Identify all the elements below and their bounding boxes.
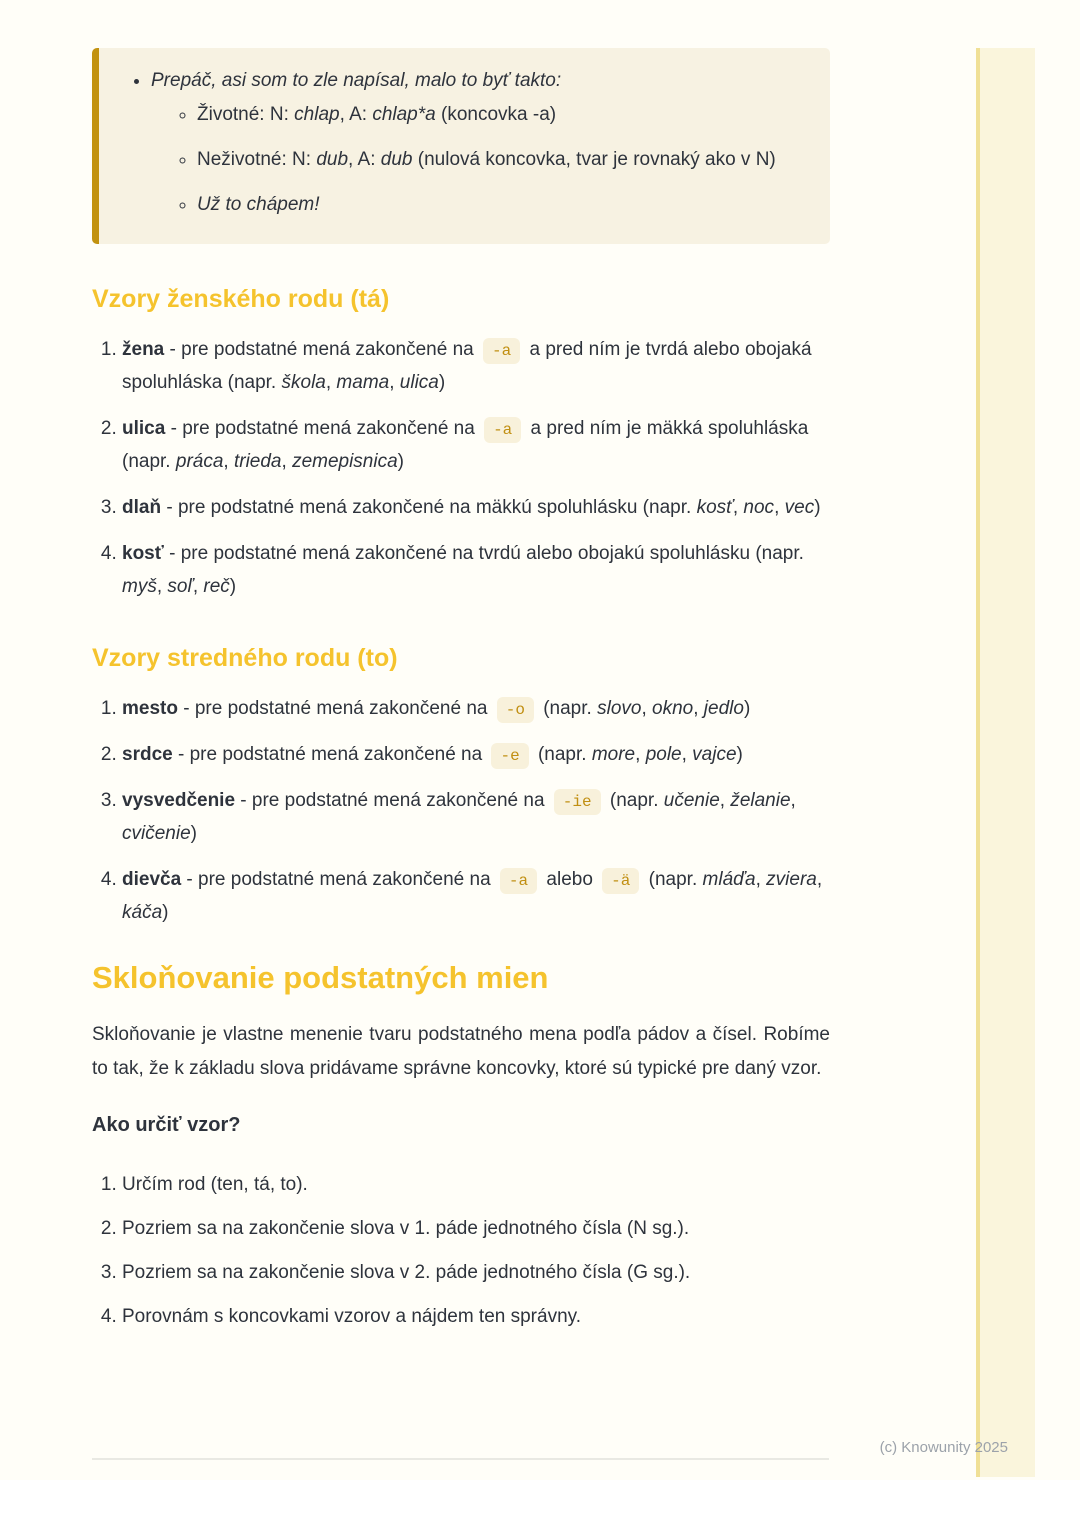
text-run: ,: [681, 744, 693, 765]
list-item: [122, 1300, 830, 1333]
italic-text: učenie: [663, 790, 720, 811]
list-item: [197, 143, 804, 177]
suffix-badge: -ie: [554, 789, 601, 815]
copyright-text: (c) Knowunity 2025: [879, 1439, 1008, 1456]
text-run: ,: [223, 451, 234, 472]
text-run: ,: [816, 869, 823, 890]
suffix-badge: -e: [491, 743, 528, 769]
text-run: ,: [325, 372, 337, 393]
text-run: , A:: [348, 149, 381, 170]
text-run: ): [438, 372, 446, 393]
italic-text: trieda: [233, 451, 282, 472]
italic-text: reč: [203, 576, 230, 597]
text-run: a pred ním je mäkká spoluhláska (napr.: [122, 418, 809, 472]
bold-term: žena: [122, 339, 165, 360]
italic-text: vajce: [692, 744, 737, 765]
next-page-edge-decoration: [976, 48, 1035, 1477]
text-run: Životné: N:: [197, 104, 295, 125]
italic-text: slovo: [597, 698, 642, 719]
italic-text: mama: [336, 372, 390, 393]
callout-lead-text: [151, 70, 561, 91]
text-run: ,: [389, 372, 400, 393]
suffix-badge: -a: [500, 868, 537, 894]
bold-term: ulica: [122, 418, 166, 439]
italic-text: dub: [316, 149, 349, 170]
how-to-steps-list: [92, 1168, 830, 1333]
callout-sublist: [151, 98, 804, 222]
text-run: - pre podstatné mená zakončené na: [172, 744, 488, 765]
list-item: [122, 333, 830, 399]
heading-declension: Skloňovanie podstatných mien: [92, 960, 549, 995]
italic-text: okno: [652, 698, 694, 719]
suffix-badge: -ä: [602, 868, 639, 894]
heading-neuter-patterns: Vzory stredného rodu (to): [92, 644, 398, 672]
italic-text: dub: [380, 149, 413, 170]
suffix-badge: -o: [497, 697, 534, 723]
italic-text: pole: [645, 744, 682, 765]
italic-text: Prepáč, asi som to zle napísal, malo to byť takto:: [151, 70, 562, 91]
text-run: - pre podstatné mená zakončené na: [177, 698, 493, 719]
list-item: [122, 863, 830, 929]
italic-text: chlap: [294, 104, 340, 125]
list-item: [122, 1168, 830, 1201]
italic-text: ulica: [399, 372, 439, 393]
text-run: - pre podstatné mená zakončené na: [165, 418, 481, 439]
italic-text: more: [591, 744, 636, 765]
text-run: ,: [719, 790, 731, 811]
text-run: ,: [755, 869, 767, 890]
declension-intro-paragraph: Skloňovanie je vlastne menenie tvaru podstatného mena podľa pádov a čísel. Robíme to tak, že k základu slova pridávame správne koncovky, ktoré sú typické pre daný vzor.: [92, 1024, 830, 1079]
list-item: [122, 491, 830, 524]
text-run: ,: [641, 698, 653, 719]
bold-term: kosť: [122, 543, 164, 564]
text-run: ,: [732, 497, 744, 518]
bold-term: dlaň: [122, 497, 162, 518]
text-run: ,: [192, 576, 204, 597]
italic-text: vec: [784, 497, 815, 518]
suffix-badge: -a: [483, 338, 520, 364]
text-run: Pozriem sa na zakončenie slova v 2. páde jednotného čísla (G sg.).: [122, 1262, 691, 1283]
text-run: (napr.: [532, 744, 592, 765]
text-run: (napr.: [537, 698, 598, 719]
italic-text: soľ: [167, 576, 193, 597]
text-run: a pred ním je tvrdá alebo obojaká spoluhláska (napr.: [122, 339, 812, 393]
text-run: - pre podstatné mená zakončené na: [181, 869, 496, 890]
text-run: ,: [156, 576, 168, 597]
italic-text: zviera: [766, 869, 817, 890]
list-item: [122, 784, 830, 850]
callout-list: [99, 64, 804, 222]
quote-callout: [92, 48, 830, 244]
list-item: [122, 1256, 830, 1289]
text-run: ): [162, 902, 169, 923]
italic-text: mláďa: [702, 869, 756, 890]
italic-text: chlap*a: [372, 104, 436, 125]
italic-text: zemepisnica: [292, 451, 398, 472]
text-run: ): [190, 823, 197, 844]
list-item: [122, 537, 830, 603]
italic-text: kosť: [696, 497, 733, 518]
italic-text: jedlo: [703, 698, 744, 719]
heading-feminine-patterns: Vzory ženského rodu (tá): [92, 285, 390, 313]
text-run: ,: [281, 451, 293, 472]
suffix-badge: -a: [484, 417, 521, 443]
text-run: ,: [693, 698, 704, 719]
bold-term: mesto: [122, 698, 178, 719]
text-run: - pre podstatné mená zakončené na tvrdú alebo obojakú spoluhlásku (napr.: [163, 543, 804, 564]
text-run: Neživotné: N:: [197, 149, 317, 170]
italic-text: myš: [122, 576, 157, 597]
text-run: (nulová koncovka, tvar je rovnaký ako v N): [412, 149, 776, 170]
italic-text: škola: [281, 372, 326, 393]
text-run: (koncovka -a): [435, 104, 557, 125]
text-run: ): [814, 497, 821, 518]
list-item: [122, 692, 830, 725]
text-run: ,: [790, 790, 796, 811]
italic-text: noc: [743, 497, 775, 518]
text-run: - pre podstatné mená zakončené na: [235, 790, 550, 811]
text-run: (napr.: [604, 790, 664, 811]
content-column: [92, 0, 830, 1344]
list-item: [122, 1212, 830, 1245]
text-run: ,: [635, 744, 646, 765]
text-run: - pre podstatné mená zakončené na mäkkú spoluhlásku (napr.: [161, 497, 697, 518]
italic-text: práca: [175, 451, 224, 472]
text-run: ): [743, 698, 751, 719]
text-run: (napr.: [643, 869, 703, 890]
list-item: [197, 188, 804, 222]
text-run: Porovnám s koncovkami vzorov a nájdem ten správny.: [122, 1306, 582, 1327]
text-run: ,: [774, 497, 785, 518]
list-item: [197, 98, 804, 132]
bold-term: vysvedčenie: [122, 790, 236, 811]
text-run: - pre podstatné mená zakončené na: [164, 339, 480, 360]
text-run: ): [736, 744, 743, 765]
bold-term: dievča: [122, 869, 182, 890]
neuter-patterns-list: [92, 692, 830, 929]
feminine-patterns-list: [92, 333, 830, 603]
bold-term: srdce: [122, 744, 173, 765]
list-item: [122, 738, 830, 771]
italic-text: želanie: [730, 790, 791, 811]
text-run: Pozriem sa na zakončenie slova v 1. páde jednotného čísla (N sg.).: [122, 1218, 690, 1239]
text-run: ): [229, 576, 237, 597]
footer-divider: [92, 1458, 829, 1460]
text-run: Určím rod (ten, tá, to).: [122, 1174, 308, 1195]
text-run: ): [397, 451, 404, 472]
text-run: alebo: [541, 869, 599, 890]
how-to-determine-pattern-heading: Ako určiť vzor?: [92, 1114, 241, 1136]
text-run: , A:: [339, 104, 373, 125]
list-item: [122, 412, 830, 478]
callout-lead-item: [151, 64, 804, 222]
italic-text: Už to chápem!: [197, 194, 320, 215]
italic-text: cvičenie: [122, 823, 191, 844]
italic-text: káča: [122, 902, 163, 923]
